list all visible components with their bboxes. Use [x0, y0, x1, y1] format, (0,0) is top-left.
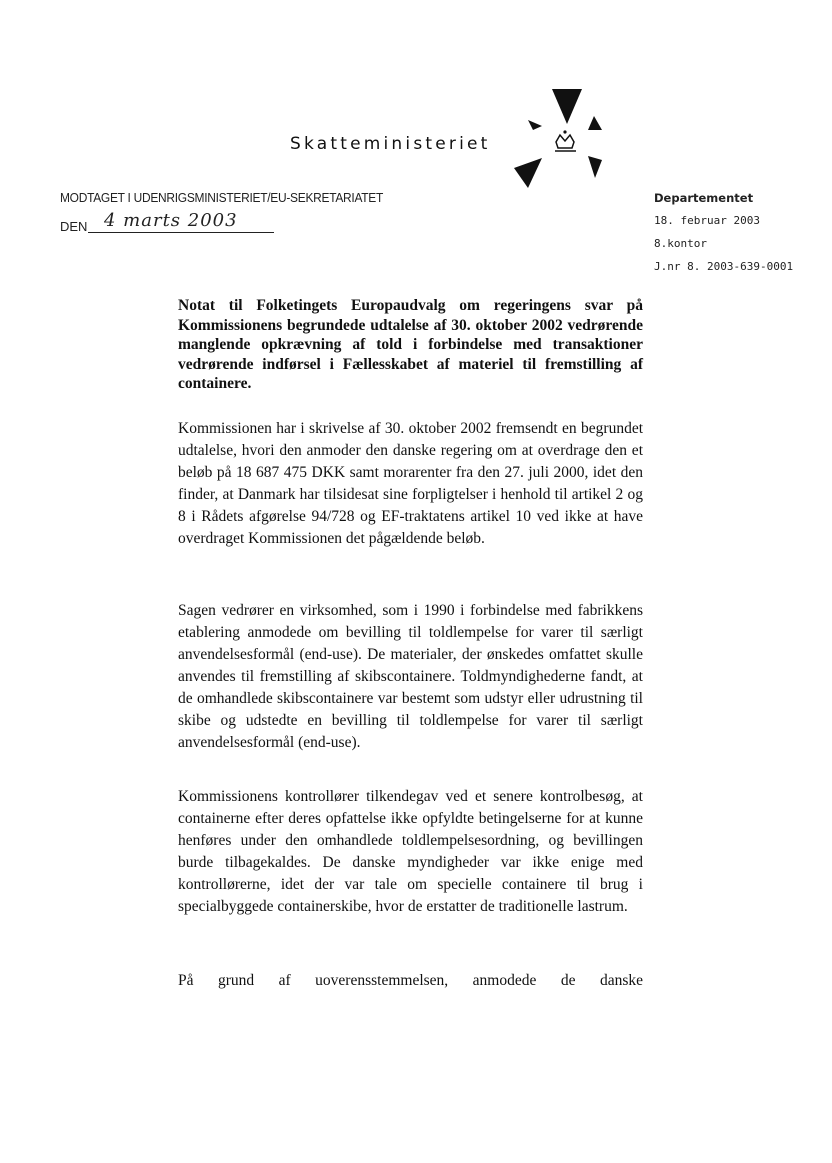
handwritten-date: 4 marts 2003 [104, 210, 238, 231]
department-label: Departementet [654, 191, 754, 205]
crown-icon [508, 84, 612, 192]
ministry-name: Skatteministeriet [290, 134, 491, 154]
document-date: 18. februar 2003 [654, 214, 760, 227]
stamp-den-label: DEN [60, 219, 88, 234]
document-title: Notat til Folketingets Europaudvalg om regeringens svar på Kommissionens begrundede udtalelse af 30. oktober 2002 vedrørende manglende opkrævning af told i forbindelse med transaktioner vedrørende indførsel i Fællesskabet af materiel til fremstilling af containere. [178, 297, 643, 392]
journal-number: J.nr 8. 2003-639-0001 [654, 260, 794, 273]
body-paragraph: Sagen vedrører en virksomhed, som i 1990 i forbindelse med fabrikkens etablering anmodede om bevilling til toldlempelse for varer til særligt anvendelsesformål (end-use). De materialer, der ønskedes omfattet skulle anvendes til fremstilling af skibscontainere. Toldmyndighederne fandt, at de omhandlede skibscontainere var bestemt som udstyr eller udrustning til skibe og udstedte en bevilling til toldlempelse for varer til særligt anvendelsesformål (end-use). [178, 602, 643, 751]
received-stamp: MODTAGET I UDENRIGSMINISTERIET/EU-SEKRETARIATET [60, 190, 384, 205]
document-meta [654, 190, 793, 282]
body-paragraph: På grund af uoverensstemmelsen, anmodede de danske [178, 972, 643, 989]
stamp-underline [88, 232, 274, 233]
office-label: 8.kontor [654, 237, 707, 250]
body-paragraph: Kommissionens kontrollører tilkendegav ved et senere kontrolbesøg, at containerne efter deres opfattelse ikke opfyldte betingelserne for at kunne henføres under den omhandlede toldlempelsesordning, og bevillingen burde tilbagekaldes. De danske myndigheder var ikke enige med kontrollørerne, idet der var tale om specielle containere til brug i specialbyggede containerskibe, hvor de erstatter de traditionelle lastrum. [178, 788, 643, 915]
body-paragraph: Kommissionen har i skrivelse af 30. oktober 2002 fremsendt en begrundet udtalelse, hvori den anmoder den danske regering om at overdrage den et beløb på 18 687 475 DKK samt morarenter fra den 27. juli 2000, idet den finder, at Danmark har tilsidesat sine forpligtelser i henhold til artikel 2 og 8 i Rådets afgørelse 94/728 og EF-traktatens artikel 10 ved ikke at have overdraget Kommissionen det pågældende beløb. [178, 420, 643, 547]
